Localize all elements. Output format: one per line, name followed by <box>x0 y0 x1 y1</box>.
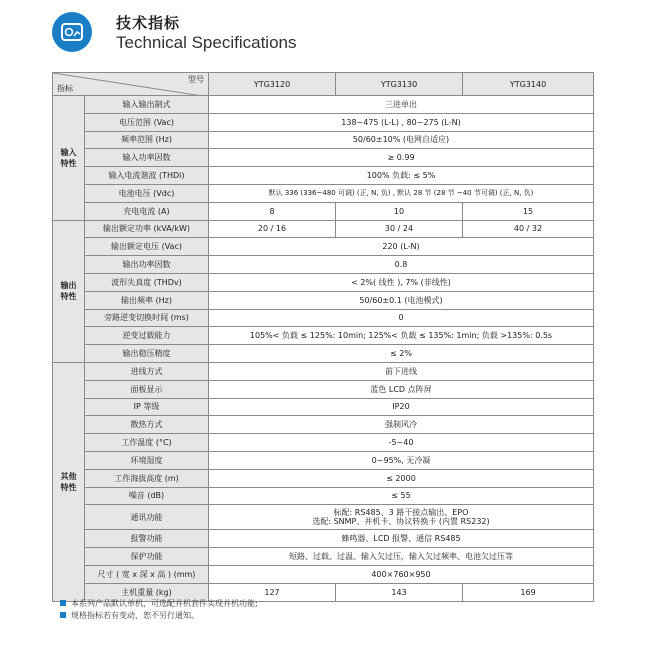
row-value: 105%< 负载 ≤ 125%: 10min; 125%< 负载 ≤ 135%: 1min; 负载 >135%: 0.5s <box>209 327 594 345</box>
table-row <box>53 238 594 256</box>
row-label: IP 等级 <box>85 398 209 416</box>
table-row <box>53 256 594 274</box>
table-row <box>53 434 594 452</box>
table-row <box>53 113 594 131</box>
row-value: 50/60±0.1 (电池模式) <box>209 291 594 309</box>
page-header <box>52 10 612 58</box>
row-value: 127 <box>209 583 336 601</box>
row-label: 面板显示 <box>85 380 209 398</box>
row-label: 保护功能 <box>85 548 209 566</box>
bullet-square-icon <box>60 600 66 606</box>
row-value: 0 <box>209 309 594 327</box>
row-label: 输入电流谐波 (THDi) <box>85 167 209 185</box>
row-label: 输出稳压精度 <box>85 345 209 363</box>
table-row <box>53 273 594 291</box>
bullet-square-icon <box>60 612 66 618</box>
row-value: 8 <box>209 202 336 220</box>
footnote: 本系列产品默认单机，可选配并机套件实现并机功能; <box>60 598 258 610</box>
page-title-en: Technical Specifications <box>116 33 297 52</box>
row-label: 输出额定功率 (kVA/kW) <box>85 220 209 238</box>
row-value: 50/60±10% (电网自适应) <box>209 131 594 149</box>
table-row <box>53 451 594 469</box>
table-row <box>53 469 594 487</box>
row-label: 尺寸 ( 宽 x 深 x 高 ) (mm) <box>85 565 209 583</box>
page-title-cn: 技术指标 <box>116 14 181 32</box>
row-label: 主机重量 (kg) <box>85 583 209 601</box>
row-value: 蜂鸣器、LCD 报警、通信 RS485 <box>209 530 594 548</box>
row-value: 169 <box>463 583 594 601</box>
row-value: 138~475 (L-L) , 80~275 (L-N) <box>209 113 594 131</box>
footnote: 规格指标若有变动，恕不另行通知。 <box>60 610 258 622</box>
row-value: ≥ 0.99 <box>209 149 594 167</box>
row-value: ≤ 2000 <box>209 469 594 487</box>
row-label: 通讯功能 <box>85 505 209 530</box>
model-header: YTG3120 <box>209 73 336 96</box>
comm-standard: 标配: RS485、3 路干接点输出、EPO <box>333 508 469 518</box>
table-row <box>53 530 594 548</box>
table-row <box>53 291 594 309</box>
row-label: 输入输出制式 <box>85 96 209 114</box>
row-value: 220 (L-N) <box>209 238 594 256</box>
row-value: 30 / 24 <box>336 220 463 238</box>
row-label: 散热方式 <box>85 416 209 434</box>
model-header: YTG3130 <box>336 73 463 96</box>
row-value: 143 <box>336 583 463 601</box>
row-value: 默认 336 (336~480 可调) (正, N, 负) , 默认 28 节 (28 节 ~40 节可调) (正, N, 负) <box>209 184 594 202</box>
table-row <box>53 380 594 398</box>
table-row <box>53 167 594 185</box>
table-row <box>53 309 594 327</box>
row-label: 工作海拔高度 (m) <box>85 469 209 487</box>
row-value: ≤ 55 <box>209 487 594 505</box>
row-value: 0~95%, 无冷凝 <box>209 451 594 469</box>
row-label: 波形失真度 (THDv) <box>85 273 209 291</box>
row-label: 工作温度 (°C) <box>85 434 209 452</box>
row-label: 进线方式 <box>85 362 209 380</box>
row-label: 电池电压 (Vdc) <box>85 184 209 202</box>
table-row <box>53 327 594 345</box>
row-value: 强制风冷 <box>209 416 594 434</box>
group-input: 输入 特性 <box>53 96 85 221</box>
row-label: 旁路逆变切换时间 (ms) <box>85 309 209 327</box>
table-row <box>53 131 594 149</box>
row-label: 环境湿度 <box>85 451 209 469</box>
model-header: YTG3140 <box>463 73 594 96</box>
table-row <box>53 505 594 530</box>
row-label: 输出功率因数 <box>85 256 209 274</box>
row-value: 15 <box>463 202 594 220</box>
row-label: 逆变过载能力 <box>85 327 209 345</box>
row-value: 前下进线 <box>209 362 594 380</box>
table-row <box>53 184 594 202</box>
row-value: IP20 <box>209 398 594 416</box>
group-other: 其他 特性 <box>53 362 85 601</box>
row-value: 0.8 <box>209 256 594 274</box>
row-value: 蓝色 LCD 点阵屏 <box>209 380 594 398</box>
row-label: 报警功能 <box>85 530 209 548</box>
row-value: 短路、过载、过温、输入欠过压，输入欠过频率、电池欠过压等 <box>209 548 594 566</box>
gear-chart-icon <box>52 12 92 52</box>
row-value <box>209 505 594 530</box>
row-label: 输出额定电压 (Vac) <box>85 238 209 256</box>
footnotes <box>60 598 258 622</box>
table-row <box>53 548 594 566</box>
row-label: 噪音 (dB) <box>85 487 209 505</box>
group-output: 输出 特性 <box>53 220 85 362</box>
table-row <box>53 345 594 363</box>
row-label: 频率范围 (Hz) <box>85 131 209 149</box>
row-value: 20 / 16 <box>209 220 336 238</box>
table-row <box>53 202 594 220</box>
table-header-row <box>53 73 594 96</box>
table-row <box>53 565 594 583</box>
table-row <box>53 416 594 434</box>
row-value: 400×760×950 <box>209 565 594 583</box>
table-row <box>53 398 594 416</box>
table-row <box>53 149 594 167</box>
row-value: 100% 负载: ≤ 5% <box>209 167 594 185</box>
row-value: -5~40 <box>209 434 594 452</box>
row-label: 电压范围 (Vac) <box>85 113 209 131</box>
table-row <box>53 487 594 505</box>
row-value: ≤ 2% <box>209 345 594 363</box>
row-value: 三进单出 <box>209 96 594 114</box>
row-label: 充电电流 (A) <box>85 202 209 220</box>
corner-index-label: 指标 <box>57 84 73 93</box>
spec-table <box>52 72 594 602</box>
row-value: 10 <box>336 202 463 220</box>
table-row <box>53 220 594 238</box>
corner-cell <box>53 73 209 96</box>
row-label: 输入功率因数 <box>85 149 209 167</box>
corner-model-label: 型号 <box>188 75 204 84</box>
row-value: 40 / 32 <box>463 220 594 238</box>
row-label: 输出频率 (Hz) <box>85 291 209 309</box>
table-row <box>53 362 594 380</box>
comm-optional: 选配: SNMP、并机卡、协议转换卡 (内置 RS232) <box>312 517 490 527</box>
table-row <box>53 96 594 114</box>
row-value: < 2%( 线性 ), 7% (非线性) <box>209 273 594 291</box>
